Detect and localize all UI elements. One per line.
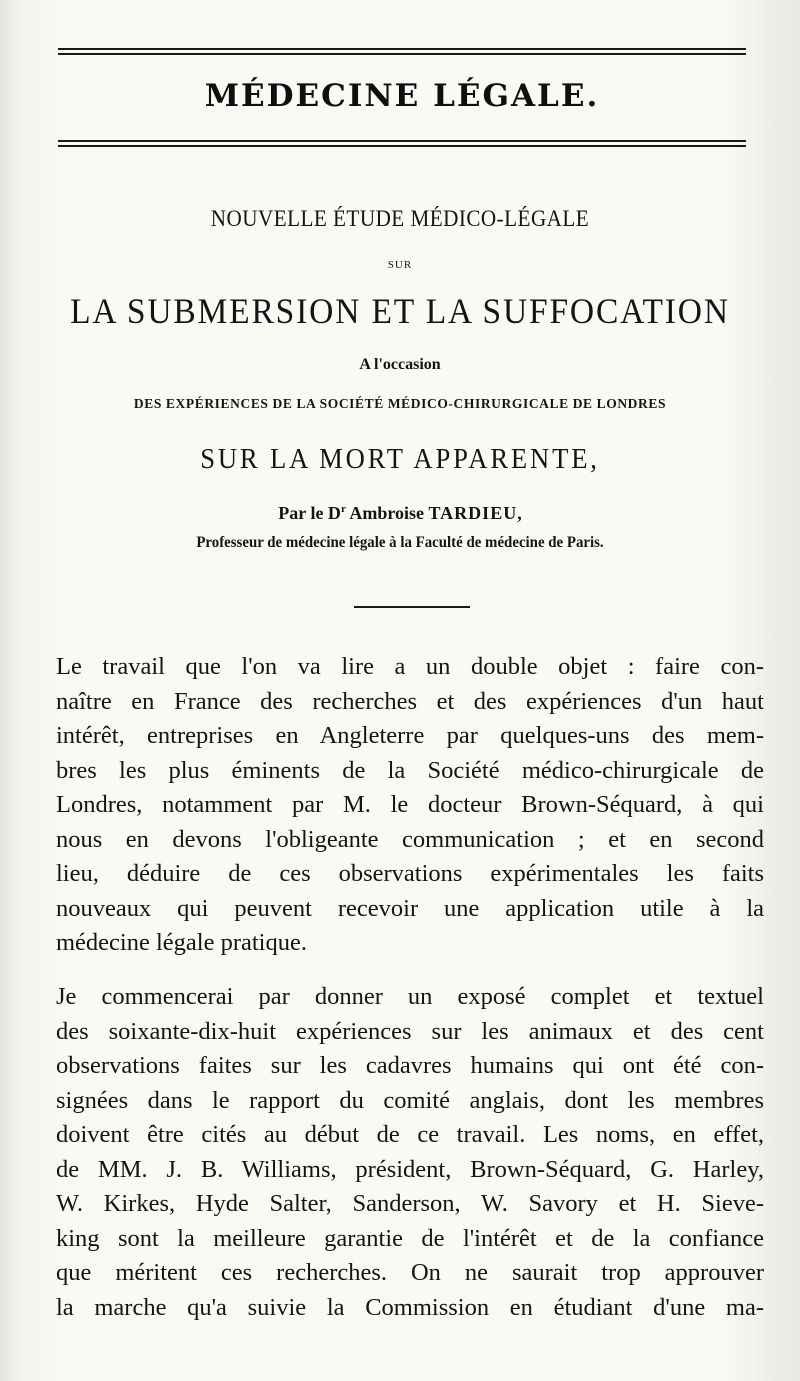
paragraph-line: bres les plus éminents de la Société médico-chirurgicale de: [56, 756, 764, 784]
paragraph-line: médecine légale pratique.: [56, 929, 307, 956]
paragraph-line: nous en devons l'obligeante communication ; et en second: [56, 825, 764, 853]
article-author: [40, 503, 760, 524]
body-paragraph-2: [56, 980, 764, 1325]
paragraph-line: observations faites sur les cadavres humains qui ont été con-: [56, 1052, 764, 1079]
author-suffix: ,: [517, 503, 522, 523]
author-affiliation: Professeur de médecine légale à la Faculté de médecine de Paris.: [196, 534, 604, 551]
article-experiences: DES EXPÉRIENCES DE LA SOCIÉTÉ MÉDICO-CHIRURGICALE DE LONDRES: [133, 396, 667, 411]
paragraph-line: la marche qu'a suivie la Commission en étudiant d'une ma-: [56, 1293, 764, 1321]
paragraph-line: nouveaux qui peuvent recevoir une application utile à la: [56, 894, 764, 922]
article-subtitle: NOUVELLE ÉTUDE MÉDICO-LÉGALE: [210, 206, 590, 231]
author-title-sup: r: [340, 503, 346, 515]
page-edge-shadow: [0, 0, 20, 1381]
article-occasion: A l'occasion: [359, 356, 441, 373]
body-paragraph-1: [56, 650, 764, 961]
header-top-double-rule: [58, 48, 746, 55]
article-sur: SUR: [387, 259, 413, 271]
separator-rule: [354, 606, 470, 608]
paragraph-line: Je commencerai par donner un exposé complet et textuel: [56, 983, 764, 1010]
paragraph-line: W. Kirkes, Hyde Salter, Sanderson, W. Savory et H. Sieve-: [56, 1190, 764, 1217]
paragraph-line: intérêt, entreprises en Angleterre par quelques-uns des mem-: [56, 722, 764, 749]
author-first-name: Ambroise: [349, 503, 425, 523]
paragraph-line: Londres, notamment par M. le docteur Brown-Séquard, à qui: [56, 791, 764, 818]
article-mort-apparente: SUR LA MORT APPARENTE,: [200, 444, 600, 475]
paragraph-line: doivent être cités au début de ce travail. Les noms, en effet,: [56, 1121, 764, 1148]
paragraph-line: de MM. J. B. Williams, président, Brown-Séquard, G. Harley,: [56, 1155, 764, 1183]
paragraph-line: lieu, déduire de ces observations expérimentales les faits: [56, 860, 764, 887]
article-main-title: LA SUBMERSION ET LA SUFFOCATION: [70, 291, 730, 331]
paragraph-line: naître en France des recherches et des expériences d'un haut: [56, 687, 764, 715]
author-prefix: Par le D: [278, 503, 341, 523]
paragraph-line: des soixante-dix-huit expériences sur les animaux et des cent: [56, 1017, 764, 1045]
paragraph-line: que méritent ces recherches. On ne saurait trop approuver: [56, 1259, 764, 1286]
section-title: MÉDECINE LÉGALE.: [204, 78, 600, 114]
author-last-name: TARDIEU: [428, 503, 518, 523]
paragraph-line: Le travail que l'on va lire a un double objet : faire con-: [56, 653, 764, 680]
paragraph-line: king sont la meilleure garantie de l'intérêt et de la confiance: [56, 1224, 764, 1252]
header-bottom-double-rule: [58, 140, 746, 147]
paragraph-line: signées dans le rapport du comité anglais, dont les membres: [56, 1086, 764, 1114]
